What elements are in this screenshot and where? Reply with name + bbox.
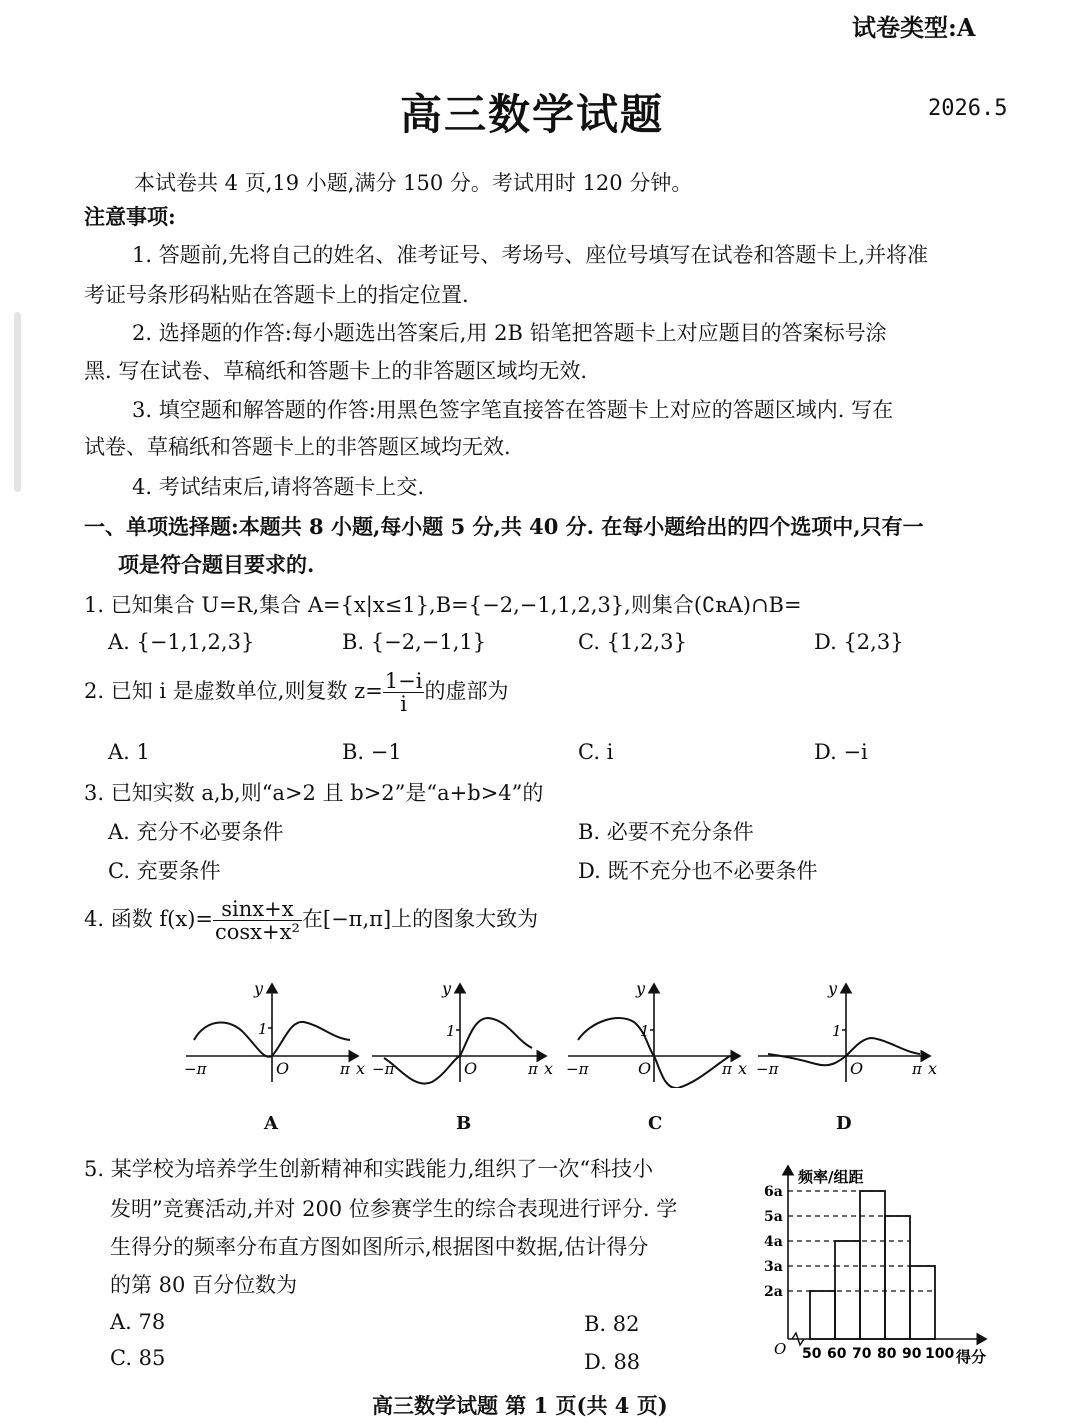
note-4-line1: 4. 考试结束后,请将答题卡上交. xyxy=(132,475,425,499)
q4-a-origin: O xyxy=(276,1059,290,1078)
histogram-bar xyxy=(860,1191,885,1339)
q2-frac-num: 1−i xyxy=(384,669,423,693)
histogram-x-tick-label: 70 xyxy=(852,1346,872,1362)
q1-option-c[interactable]: C. {1,2,3} xyxy=(578,630,687,654)
q4-graph-c[interactable] xyxy=(564,978,754,1088)
q4-d-one: 1 xyxy=(832,1022,842,1040)
q4-graph-b[interactable] xyxy=(370,978,560,1088)
frequency-histogram xyxy=(760,1160,1000,1375)
q4-stem xyxy=(84,898,538,943)
q4-graph-d[interactable] xyxy=(754,978,944,1088)
histogram-y-tick-label: 6a xyxy=(764,1184,783,1200)
histogram-y-tick-label: 4a xyxy=(764,1234,783,1250)
q4-fraction xyxy=(213,898,302,943)
q4-frac-den: cosx+x² xyxy=(214,920,300,944)
section1-line2: 项是符合题目要求的. xyxy=(118,552,315,577)
histogram-bar xyxy=(885,1216,910,1339)
q5-stem-line2: 发明”竞赛活动,并对 200 位参赛学生的综合表现进行评分. 学 xyxy=(110,1197,678,1221)
q5-option-c[interactable]: C. 85 xyxy=(110,1346,166,1370)
q4-c-y: y xyxy=(636,979,646,998)
q4-b-y: y xyxy=(442,979,452,998)
q2-fraction xyxy=(383,670,425,715)
histogram-x-label: 得分 xyxy=(956,1348,987,1366)
q2-frac-den: i xyxy=(400,692,407,716)
q2-stem-before: 2. 已知 i 是虚数单位,则复数 z= xyxy=(84,679,383,703)
q5-stem-line3: 生得分的频率分布直方图如图所示,根据图中数据,估计得分 xyxy=(110,1235,649,1259)
q5-option-d[interactable]: D. 88 xyxy=(584,1350,641,1374)
intro-text: 本试卷共 4 页,19 小题,满分 150 分。考试用时 120 分钟。 xyxy=(134,171,693,195)
q4-graph-label-a: A xyxy=(264,1113,278,1134)
q2-stem-after: 的虚部为 xyxy=(424,679,509,703)
histogram-bar xyxy=(810,1291,835,1339)
page-title: 高三数学试题 xyxy=(400,90,665,139)
q4-b-pi: π xyxy=(528,1060,538,1078)
note-2-line2: 黑. 写在试卷、草稿纸和答题卡上的非答题区域均无效. xyxy=(84,359,588,383)
q4-c-pi: π xyxy=(722,1060,732,1078)
note-3-line1: 3. 填空题和解答题的作答:用黑色签字笔直接答在答题卡上对应的答题区域内. 写在 xyxy=(132,398,894,422)
q4-b-x: x xyxy=(544,1059,554,1078)
q4-a-negpi: −π xyxy=(184,1060,207,1078)
q2-option-c[interactable]: C. i xyxy=(578,740,614,764)
notes-heading: 注意事项: xyxy=(84,204,176,229)
note-1-line2: 考证号条形码粘贴在答题卡上的指定位置. xyxy=(84,283,469,307)
histogram-y-tick-label: 2a xyxy=(764,1284,783,1300)
q4-stem-after: 在[−π,π]上的图象大致为 xyxy=(301,907,539,931)
section1-line1: 一、单项选择题:本题共 8 小题,每小题 5 分,共 40 分. 在每小题给出的四个选项中,只有一 xyxy=(84,514,924,539)
q5-stem-line4: 的第 80 百分位数为 xyxy=(110,1273,298,1297)
q4-b-negpi: −π xyxy=(372,1060,395,1078)
q1-stem: 1. 已知集合 U=R,集合 A={x|x≤1},B={−2,−1,1,2,3},则集合(∁ʀA)∩B= xyxy=(84,593,802,617)
q4-c-x: x xyxy=(738,1059,748,1078)
q3-option-d[interactable]: D. 既不充分也不必要条件 xyxy=(578,859,818,883)
q4-d-y: y xyxy=(828,979,838,998)
q5-stem-line1: 5. 某学校为培养学生创新精神和实践能力,组织了一次“科技小 xyxy=(84,1157,654,1181)
q4-a-one: 1 xyxy=(258,1020,268,1038)
q4-graph-a[interactable] xyxy=(180,978,370,1088)
q4-b-origin: O xyxy=(464,1059,478,1078)
q2-stem xyxy=(84,670,508,715)
q4-a-pi: π xyxy=(340,1060,350,1078)
histogram-bar xyxy=(835,1241,860,1339)
exam-date: 2026.5 xyxy=(928,96,1008,121)
q4-frac-num: sinx+x xyxy=(213,898,302,921)
histogram-x-tick-label: 80 xyxy=(877,1346,897,1362)
histogram-bar xyxy=(910,1266,935,1339)
q4-d-x: x xyxy=(928,1059,938,1078)
note-3-line2: 试卷、草稿纸和答题卡上的非答题区域均无效. xyxy=(84,435,511,459)
q4-graph-label-d: D xyxy=(836,1113,852,1134)
q2-option-d[interactable]: D. −i xyxy=(814,740,868,764)
histogram-x-tick-label: 100 xyxy=(925,1346,955,1362)
note-2-line1: 2. 选择题的作答:每小题选出答案后,用 2B 铅笔把答题卡上对应题目的答案标号涂 xyxy=(132,321,887,345)
q3-option-b[interactable]: B. 必要不充分条件 xyxy=(578,820,754,844)
histogram-y-label: 频率/组距 xyxy=(798,1168,864,1186)
q2-option-a[interactable]: A. 1 xyxy=(108,740,150,764)
scrollbar[interactable] xyxy=(14,312,21,492)
q3-option-c[interactable]: C. 充要条件 xyxy=(108,859,221,883)
histogram-origin: O xyxy=(774,1340,787,1358)
q2-option-b[interactable]: B. −1 xyxy=(342,740,402,764)
q4-c-negpi: −π xyxy=(566,1060,589,1078)
q4-c-one: 1 xyxy=(640,1022,650,1040)
q5-option-b[interactable]: B. 82 xyxy=(584,1312,640,1336)
page-footer: 高三数学试题 第 1 页(共 4 页) xyxy=(372,1393,668,1418)
q4-stem-before: 4. 函数 f(x)= xyxy=(84,907,213,931)
histogram-y-tick-label: 5a xyxy=(764,1209,783,1225)
q1-option-b[interactable]: B. {−2,−1,1} xyxy=(342,630,487,654)
q4-c-origin: O xyxy=(638,1059,652,1078)
histogram-x-tick-label: 60 xyxy=(827,1346,847,1362)
q4-d-origin: O xyxy=(850,1059,864,1078)
q4-graph-label-c: C xyxy=(648,1113,663,1134)
q1-option-d[interactable]: D. {2,3} xyxy=(814,630,904,654)
q4-d-pi: π xyxy=(912,1060,922,1078)
q3-stem: 3. 已知实数 a,b,则“a>2 且 b>2”是“a+b>4”的 xyxy=(84,781,544,805)
q3-option-a[interactable]: A. 充分不必要条件 xyxy=(108,820,284,844)
histogram-x-tick-label: 90 xyxy=(902,1346,922,1362)
histogram-y-tick-label: 3a xyxy=(764,1259,783,1275)
q1-option-a[interactable]: A. {−1,1,2,3} xyxy=(108,630,255,654)
note-1-line1: 1. 答题前,先将自己的姓名、准考证号、考场号、座位号填写在试卷和答题卡上,并将准 xyxy=(132,243,929,267)
q4-d-negpi: −π xyxy=(756,1060,779,1078)
q4-b-one: 1 xyxy=(446,1022,456,1040)
q4-a-y: y xyxy=(254,979,264,998)
q4-a-x: x xyxy=(356,1059,366,1078)
q5-option-a[interactable]: A. 78 xyxy=(110,1310,166,1334)
paper-type: 试卷类型:A xyxy=(852,13,976,42)
histogram-x-tick-label: 50 xyxy=(802,1346,822,1362)
q4-graph-label-b: B xyxy=(456,1113,472,1134)
